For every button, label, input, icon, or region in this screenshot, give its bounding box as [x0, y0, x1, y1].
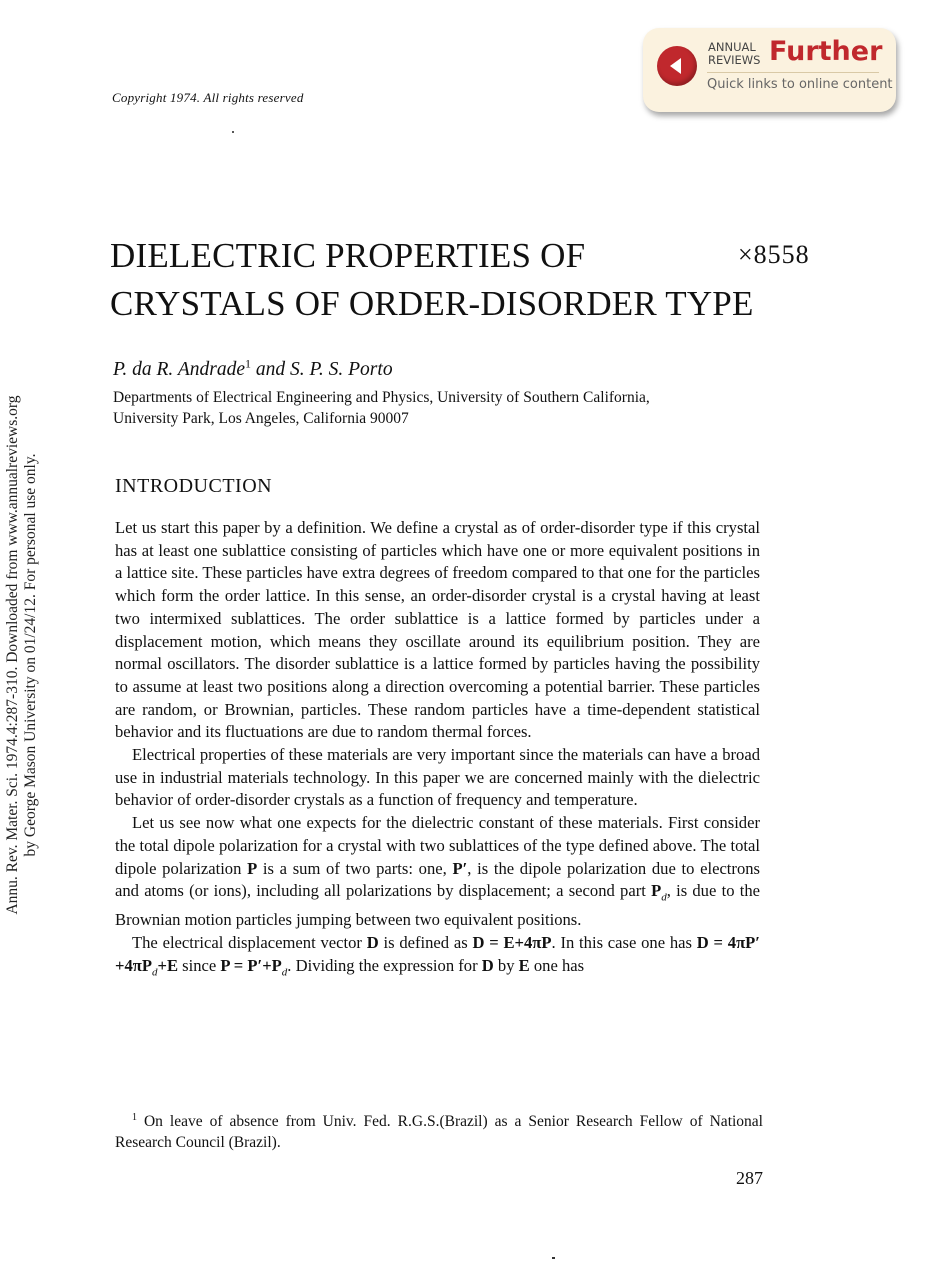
copyright-notice: Copyright 1974. All rights reserved: [112, 90, 304, 105]
p4-text: . In this case one has: [551, 932, 697, 952]
p4-symbol: D: [481, 955, 494, 975]
p4-subscript: d: [281, 965, 288, 978]
annual-reviews-further-widget[interactable]: [643, 28, 896, 112]
page-number: 287: [736, 1168, 763, 1188]
affiliation-line-2: University Park, Los Angeles, California 90007: [113, 410, 409, 427]
p3-subscript: d: [661, 891, 667, 904]
p4-subscript: d: [151, 965, 158, 978]
p4-symbol: E: [518, 955, 530, 975]
p3-text: , is due to the Brownian motion particles jumping between two equivalent positions.: [115, 881, 760, 930]
stray-mark: [232, 131, 234, 133]
p3-symbol: P: [247, 858, 258, 878]
paragraph-3: [115, 812, 760, 932]
p4-text: . Dividing the expression for: [287, 955, 482, 975]
footnote-marker: 1: [132, 1111, 137, 1123]
equation-displacement: D = E+4πP: [472, 932, 552, 952]
p3-text: is a sum of two parts: one,: [257, 858, 453, 878]
paragraph-2: Electrical properties of these materials are very important since the materials can have a broad use in industrial materials technology. In this paper we are concerned mainly with the dielectric behavior of order-disorder crystals as a function of frequency and temperature.: [115, 745, 760, 810]
further-reviews-label: REVIEWS: [708, 53, 761, 67]
title-line-1: DIELECTRIC PROPERTIES OF: [110, 236, 586, 275]
equation-d-expanded: D = 4πP′+4πP: [115, 932, 760, 975]
affiliation-line-1: Departments of Electrical Engineering and Physics, University of Southern California,: [113, 389, 650, 406]
author-1: P. da R. Andrade: [113, 359, 245, 380]
watermark-line-2: by George Mason University on 01/24/12. For personal use only.: [22, 453, 39, 857]
affiliation: [113, 387, 773, 429]
article-title: [110, 232, 830, 328]
author-line: [113, 356, 393, 381]
equation-d-expanded-end: +E: [157, 955, 179, 975]
p3-text: Let us see now what one expects for the dielectric constant of these materials. First consider the total dipole polarization for a crystal with two sublattices of the type defined above. The total dipole polarization: [115, 813, 760, 878]
watermark-line-1: Annu. Rev. Mater. Sci. 1974.4:287-310. Downloaded from www.annualreviews.org: [4, 395, 21, 915]
footnote: [115, 1112, 763, 1153]
further-subtitle[interactable]: Quick links to online content: [707, 77, 893, 92]
p3-text: , is the dipole polarization due to electrons and atoms (or ions), including all polarizations by displacement; a second part: [115, 858, 760, 901]
play-left-icon[interactable]: [657, 46, 697, 86]
p3-symbol: P: [651, 881, 662, 901]
p4-text: The electrical displacement vector: [132, 932, 367, 952]
paragraph-1: Let us start this paper by a definition. We define a crystal as of order-disorder type if this crystal has at least one sublattice consisting of particles which have one or more equivalent positions in a lattice site. These particles have extra degrees of freedom compared to that one for the particles which form the order lattice. In this sense, an order-disorder crystal is a crystal having at least two intermixed sublattices. The order sublattice is a lattice formed by particles under a displacement motion, which means they oscillate around its equilibrium position. They are normal oscillators. The disorder sublattice is a lattice formed by particles having the possibility to assume at least two positions along a direction overcoming a potential barrier. These particles are random, or Brownian, particles. These random particles have a time-dependent statistical behavior and its fluctuations are due to random thermal forces.: [115, 518, 760, 742]
p4-text: is defined as: [378, 932, 473, 952]
paragraph-4: [115, 932, 760, 984]
p4-text: by: [493, 955, 519, 975]
footnote-text: On leave of absence from Univ. Fed. R.G.S.(Brazil) as a Senior Research Fellow of National Research Council (Brazil).: [115, 1113, 763, 1151]
further-divider: [707, 72, 879, 73]
equation-polarization-sum: P = P′+P: [220, 955, 282, 975]
body-text: [115, 517, 760, 984]
download-watermark: [4, 395, 40, 915]
section-heading: INTRODUCTION: [115, 475, 273, 497]
article-code: ×8558: [738, 240, 810, 269]
scan-mark: [552, 1257, 555, 1259]
further-annual-label: ANNUAL: [708, 40, 756, 54]
author-2: and S. P. S. Porto: [251, 359, 393, 380]
title-line-2: CRYSTALS OF ORDER-DISORDER TYPE: [110, 284, 754, 323]
p3-symbol: P′: [452, 858, 468, 878]
further-wordmark: Further: [769, 36, 883, 67]
p4-text: since: [178, 955, 221, 975]
p4-symbol: D: [366, 932, 379, 952]
author-1-footnote-marker: 1: [245, 356, 251, 371]
p4-text: one has: [529, 955, 585, 975]
